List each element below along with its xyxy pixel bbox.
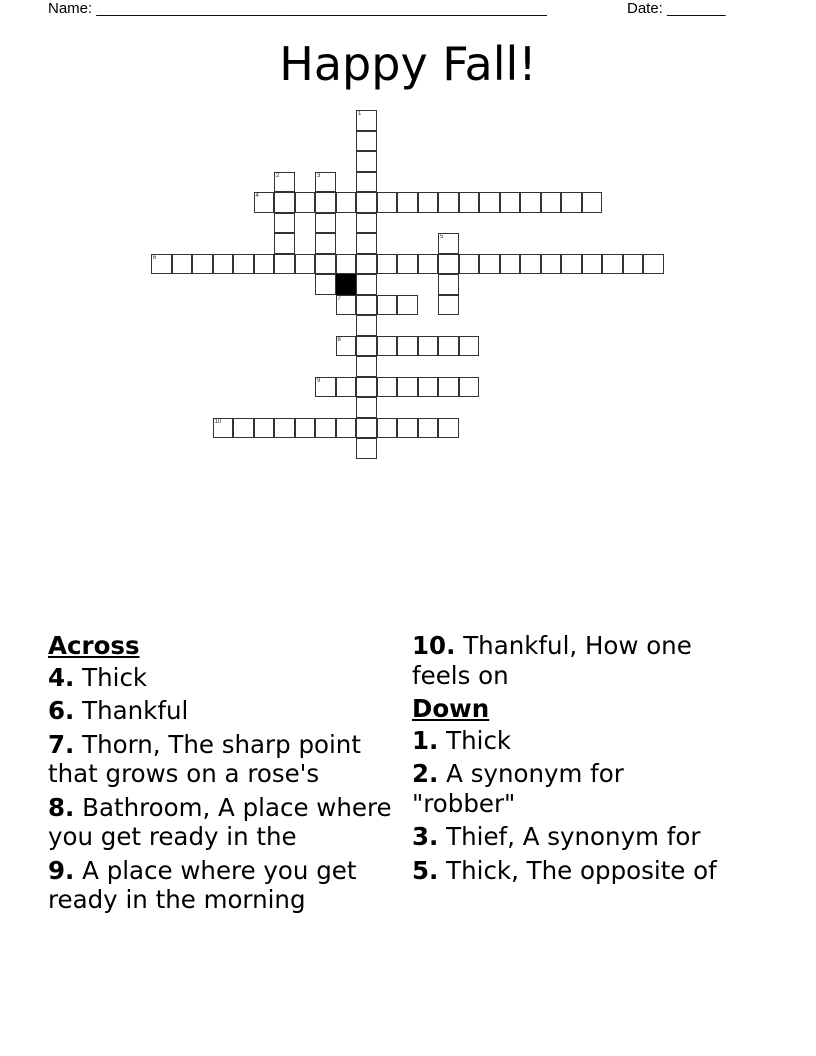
grid-cell[interactable]	[438, 377, 459, 398]
grid-cell[interactable]	[582, 254, 603, 275]
grid-cell[interactable]	[520, 254, 541, 275]
clue-number-label: 9	[317, 377, 321, 384]
clue-number-label: 6	[153, 254, 157, 261]
grid-cell[interactable]	[315, 213, 336, 234]
grid-cell[interactable]	[459, 377, 480, 398]
grid-cell[interactable]	[582, 192, 603, 213]
grid-cell[interactable]	[356, 131, 377, 152]
grid-cell[interactable]	[274, 172, 295, 193]
clue-number: 3.	[412, 822, 439, 851]
grid-cell[interactable]	[377, 336, 398, 357]
grid-cell[interactable]	[438, 192, 459, 213]
grid-cell[interactable]	[213, 254, 234, 275]
clue-text: Thorn, The sharp point that grows on a rose's	[48, 729, 361, 788]
clue-number-label: 3	[317, 172, 321, 179]
clue-text: Thief, A synonym for	[438, 822, 701, 851]
clue-across-9	[48, 856, 413, 915]
grid-cell[interactable]	[438, 336, 459, 357]
clue-down-1	[412, 726, 772, 756]
grid-cell[interactable]	[438, 295, 459, 316]
grid-cell[interactable]	[233, 418, 254, 439]
grid-cell[interactable]	[418, 418, 439, 439]
clue-number-label: 7	[337, 295, 341, 302]
grid-cell[interactable]	[356, 213, 377, 234]
grid-cell[interactable]	[274, 233, 295, 254]
grid-cell[interactable]	[438, 254, 459, 275]
grid-cell[interactable]	[561, 254, 582, 275]
grid-cell[interactable]	[500, 254, 521, 275]
grid-cell[interactable]	[336, 377, 357, 398]
grid-cell[interactable]	[459, 192, 480, 213]
name-field-label: Name: ______________________________________________________	[48, 0, 547, 17]
clue-text: A synonym for "robber"	[412, 759, 624, 818]
grid-cell[interactable]	[274, 213, 295, 234]
grid-cell[interactable]	[356, 110, 377, 131]
grid-cell[interactable]	[541, 192, 562, 213]
grid-cell[interactable]	[397, 418, 418, 439]
puzzle-title: Happy Fall!	[279, 37, 537, 91]
grid-cell[interactable]	[295, 192, 316, 213]
black-cell	[336, 274, 357, 295]
grid-cell[interactable]	[459, 336, 480, 357]
grid-cell[interactable]	[377, 377, 398, 398]
clues-left-column	[48, 631, 413, 919]
clue-number: 1.	[412, 725, 439, 755]
clue-number-label: 8	[337, 336, 341, 343]
grid-cell[interactable]	[295, 254, 316, 275]
clue-number: 2.	[412, 759, 439, 788]
grid-cell[interactable]	[274, 192, 295, 213]
across-heading: Across	[48, 631, 140, 660]
grid-cell[interactable]	[418, 192, 439, 213]
clue-across-10	[412, 631, 712, 690]
clue-down-2	[412, 759, 652, 818]
clue-across-6	[48, 696, 413, 726]
grid-cell[interactable]	[377, 418, 398, 439]
grid-cell[interactable]	[397, 377, 418, 398]
clue-text: Thankful, How one feels on	[412, 631, 692, 690]
grid-cell[interactable]	[438, 418, 459, 439]
clue-text: Thick	[438, 725, 512, 755]
clue-number: 4.	[48, 662, 75, 692]
grid-cell[interactable]	[438, 274, 459, 295]
grid-cell[interactable]	[151, 254, 172, 275]
clue-number-label: 2	[276, 172, 280, 179]
grid-cell[interactable]	[418, 254, 439, 275]
grid-cell[interactable]	[356, 438, 377, 459]
grid-cell[interactable]	[315, 377, 336, 398]
grid-cell[interactable]	[315, 233, 336, 254]
grid-cell[interactable]	[356, 315, 377, 336]
grid-cell[interactable]	[356, 172, 377, 193]
grid-cell[interactable]	[397, 192, 418, 213]
grid-cell[interactable]	[315, 254, 336, 275]
grid-cell[interactable]	[336, 254, 357, 275]
clue-number-label: 1	[358, 111, 362, 117]
clue-across-7	[48, 730, 418, 789]
clue-text: Thankful	[74, 696, 189, 725]
clue-across-8	[48, 793, 418, 852]
grid-cell[interactable]	[336, 336, 357, 357]
grid-cell[interactable]	[254, 254, 275, 275]
clue-text: Thick	[74, 662, 148, 692]
grid-cell[interactable]	[233, 254, 254, 275]
grid-cell[interactable]	[377, 192, 398, 213]
clue-number: 9.	[48, 855, 75, 885]
grid-cell[interactable]	[254, 418, 275, 439]
grid-cell[interactable]	[356, 233, 377, 254]
grid-cell[interactable]	[336, 418, 357, 439]
grid-cell[interactable]	[356, 274, 377, 295]
grid-cell[interactable]	[602, 254, 623, 275]
grid-cell[interactable]	[315, 192, 336, 213]
grid-cell[interactable]	[561, 192, 582, 213]
grid-cell[interactable]	[377, 254, 398, 275]
grid-cell[interactable]	[459, 254, 480, 275]
clue-number-label: 10	[214, 418, 222, 425]
grid-cell[interactable]	[397, 295, 418, 316]
clue-number: 10.	[412, 631, 456, 660]
clue-text: A place where you get ready in the morning	[48, 855, 357, 914]
grid-cell[interactable]	[356, 192, 377, 213]
grid-cell[interactable]	[213, 418, 234, 439]
grid-cell[interactable]	[315, 172, 336, 193]
grid-cell[interactable]	[418, 336, 439, 357]
grid-cell[interactable]	[356, 336, 377, 357]
clue-text: Bathroom, A place where you get ready in the	[48, 792, 392, 851]
clue-text: Thick, The opposite of	[438, 855, 717, 885]
grid-cell[interactable]	[356, 418, 377, 439]
grid-cell[interactable]	[500, 192, 521, 213]
grid-cell[interactable]	[356, 254, 377, 275]
grid-cell[interactable]	[479, 254, 500, 275]
grid-cell[interactable]	[623, 254, 644, 275]
clue-down-3	[412, 822, 772, 852]
grid-cell[interactable]	[336, 192, 357, 213]
clue-number-label: 5	[440, 234, 444, 240]
grid-cell[interactable]	[274, 418, 295, 439]
grid-cell[interactable]	[438, 233, 459, 254]
clue-number: 8.	[48, 792, 75, 822]
grid-cell[interactable]	[356, 377, 377, 398]
clue-number: 7.	[48, 729, 75, 759]
grid-cell[interactable]	[541, 254, 562, 275]
clue-down-5	[412, 856, 772, 886]
grid-cell[interactable]	[172, 254, 193, 275]
down-heading: Down	[412, 694, 490, 723]
grid-cell[interactable]	[479, 192, 500, 213]
grid-cell[interactable]	[295, 418, 316, 439]
clue-number: 5.	[412, 855, 439, 885]
grid-cell[interactable]	[520, 192, 541, 213]
grid-cell[interactable]	[418, 377, 439, 398]
grid-cell[interactable]	[315, 274, 336, 295]
grid-cell[interactable]	[356, 295, 377, 316]
clue-across-4	[48, 663, 413, 693]
clues-right-column	[412, 631, 772, 889]
grid-cell[interactable]	[274, 254, 295, 275]
grid-cell[interactable]	[397, 254, 418, 275]
clue-number: 6.	[48, 696, 75, 725]
clue-number-label: 4	[255, 193, 259, 199]
date-field-label: Date: _______	[627, 0, 726, 17]
grid-cell[interactable]	[192, 254, 213, 275]
grid-cell[interactable]	[356, 151, 377, 172]
grid-cell[interactable]	[336, 295, 357, 316]
grid-cell[interactable]	[356, 356, 377, 377]
grid-cell[interactable]	[315, 418, 336, 439]
grid-cell[interactable]	[377, 295, 398, 316]
grid-cell[interactable]	[643, 254, 664, 275]
grid-cell[interactable]	[254, 192, 275, 213]
grid-cell[interactable]	[397, 336, 418, 357]
grid-cell[interactable]	[356, 397, 377, 418]
